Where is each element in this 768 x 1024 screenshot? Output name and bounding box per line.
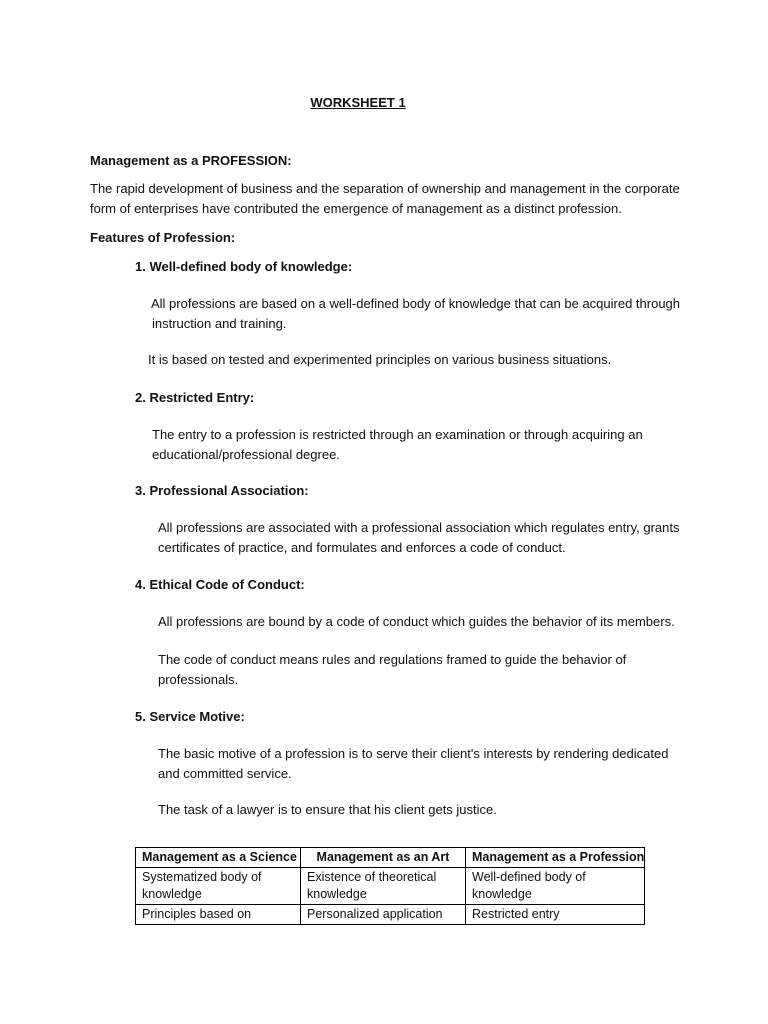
feature-heading: 5. Service Motive: <box>135 709 245 724</box>
table-cell: Principles based on <box>136 905 301 925</box>
table-header-row <box>136 848 645 868</box>
feature-line: The basic motive of a profession is to serve their client's interests by rendering dedicated <box>158 746 669 761</box>
feature-heading: 1. Well-defined body of knowledge: <box>135 259 353 274</box>
feature-paragraph: All professions are bound by a code of conduct which guides the behavior of its members. <box>158 614 675 629</box>
section-heading: Management as a PROFESSION: <box>90 153 292 168</box>
table-row <box>136 905 645 925</box>
feature-line: professionals. <box>158 671 239 687</box>
intro-line: form of enterprises have contributed the emergence of management as a distinct profession. <box>90 200 622 216</box>
feature-line: certificates of practice, and formulates and enforces a code of conduct. <box>158 539 566 555</box>
feature-heading: 2. Restricted Entry: <box>135 390 255 405</box>
table-header-cell: Management as a Science <box>136 848 301 868</box>
feature-line: and committed service. <box>158 765 292 781</box>
table-row <box>136 868 645 905</box>
comparison-table <box>135 847 645 925</box>
intro-paragraph <box>90 179 680 218</box>
feature-paragraph: The task of a lawyer is to ensure that his client gets justice. <box>158 802 497 817</box>
table-header-cell: Management as a Profession <box>466 848 645 868</box>
table-header-cell: Management as an Art <box>301 848 466 868</box>
feature-paragraph <box>151 294 680 333</box>
table-cell: Restricted entry <box>466 905 645 925</box>
feature-line: educational/professional degree. <box>152 446 340 462</box>
feature-heading: 3. Professional Association: <box>135 483 309 498</box>
feature-line: All professions are based on a well-defined body of knowledge that can be acquired through <box>151 296 681 311</box>
feature-paragraph <box>152 425 643 464</box>
table-cell: Existence of theoretical knowledge <box>301 868 466 905</box>
feature-line: instruction and training. <box>152 315 287 331</box>
feature-paragraph <box>158 650 626 689</box>
feature-paragraph <box>158 744 668 783</box>
feature-line: The code of conduct means rules and regulations framed to guide the behavior of <box>158 652 627 667</box>
intro-line: The rapid development of business and the separation of ownership and management in the corporate <box>90 181 680 196</box>
table-cell: Well-defined body of knowledge <box>466 868 645 905</box>
features-heading: Features of Profession: <box>90 230 236 245</box>
feature-line: All professions are associated with a professional association which regulates entry, grants <box>158 520 680 535</box>
worksheet-title: WORKSHEET 1 <box>310 95 406 110</box>
table-cell: Systematized body of knowledge <box>136 868 301 905</box>
feature-heading: 4. Ethical Code of Conduct: <box>135 577 305 592</box>
table-cell: Personalized application <box>301 905 466 925</box>
feature-paragraph: It is based on tested and experimented principles on various business situations. <box>148 352 612 367</box>
feature-paragraph <box>158 518 679 557</box>
feature-line: The entry to a profession is restricted through an examination or through acquiring an <box>152 427 643 442</box>
